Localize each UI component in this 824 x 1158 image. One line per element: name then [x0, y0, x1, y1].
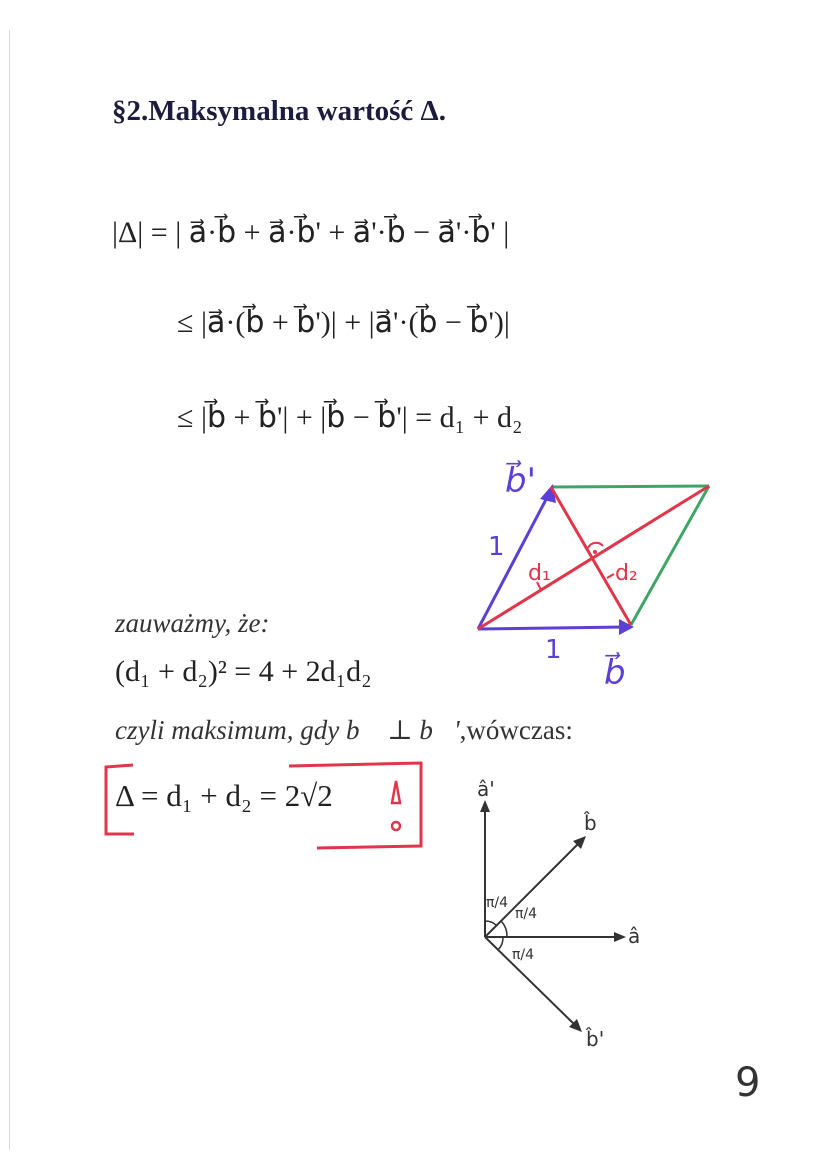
condition-text: czyli maksimum, gdy b⃗ ⊥ b⃗': [115, 715, 460, 745]
parallelogram-figure: [478, 460, 709, 693]
side-length-label-2: 1: [545, 635, 562, 665]
b-prime-label: b⃗': [505, 461, 536, 501]
equation-line-1: |Δ| = | a⃗·b⃗ + a⃗·b⃗' + a⃗'·b⃗ − a⃗'·b⃗' |: [112, 216, 510, 249]
right-edge: [631, 486, 709, 625]
remark-text: zauważmy, że:: [115, 608, 270, 638]
angle-label-middle: π/4: [515, 906, 538, 922]
exclamation-mark: [392, 781, 400, 803]
b-prime-hat-label: b̂': [586, 1027, 605, 1051]
section-title: §2.Maksymalna wartość Δ.: [112, 95, 446, 127]
b-hat-vector: [485, 842, 580, 937]
b-vector: [478, 627, 625, 629]
equation-line-2: ≤ |a⃗·(b⃗ + b⃗')| + |a⃗'·(b⃗ − b⃗')|: [177, 306, 510, 339]
unit-vector-diagram: [477, 777, 640, 1051]
d1-label: d₁: [528, 561, 551, 586]
a-hat-label: â: [628, 924, 641, 948]
a-prime-hat-label: â': [477, 777, 495, 801]
top-edge: [551, 486, 709, 487]
diagonal-d2: [551, 487, 631, 625]
condition-tail: ,wówczas:: [459, 715, 573, 745]
page-number: 9: [735, 1060, 761, 1106]
d2-label: d₂: [615, 561, 638, 586]
equation-line-3: ≤ |b⃗ + b⃗'| + |b⃗ − b⃗'| = d₁ + d₂: [177, 401, 523, 434]
angle-label-lower: π/4: [512, 947, 535, 963]
side-length-label-1: 1: [488, 532, 505, 562]
result-highlight-box: [106, 763, 421, 848]
b-label: b⃗: [604, 653, 626, 693]
result-formula: Δ = d₁ + d₂ = 2√2: [115, 778, 333, 813]
b-hat-label: b̂: [584, 811, 597, 835]
identity-equation: (d₁ + d₂)² = 4 + 2d₁d₂: [115, 655, 372, 688]
angle-label-upper: π/4: [486, 895, 509, 911]
right-angle-mark: [588, 543, 603, 548]
